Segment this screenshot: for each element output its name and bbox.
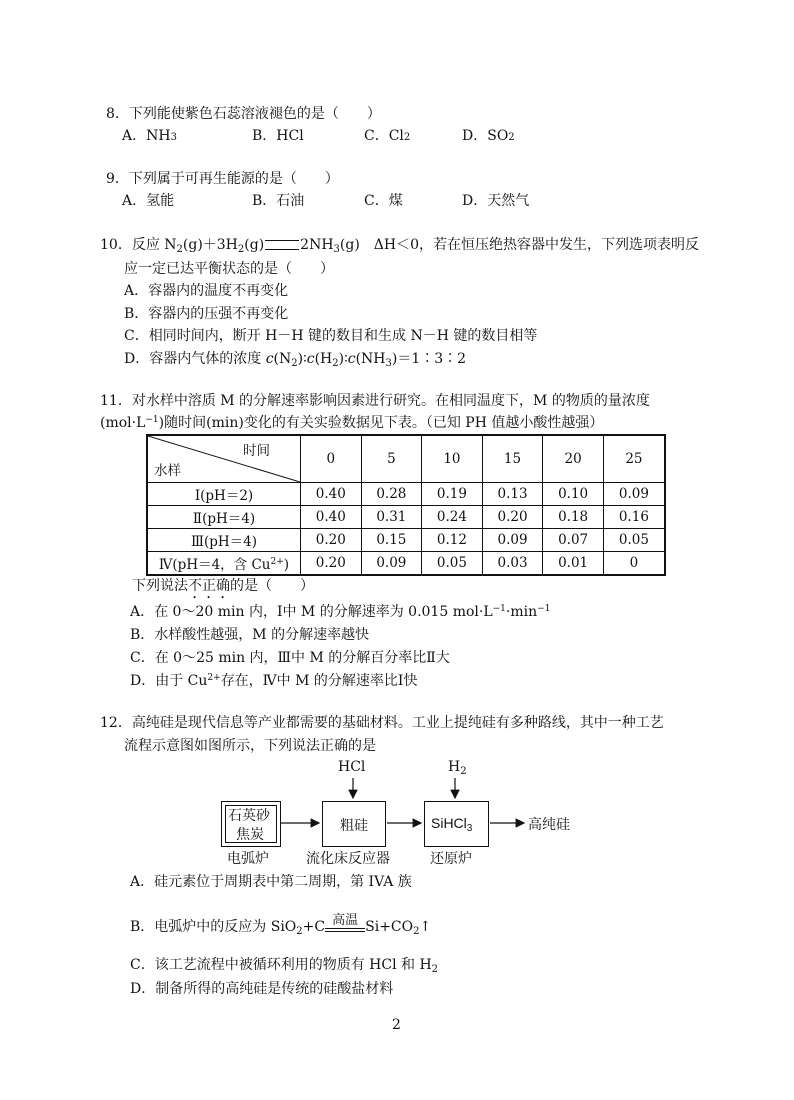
time-header: 15 (482, 435, 543, 483)
q8-option-d[interactable]: D．SO2 (462, 128, 515, 144)
table-cell: 0.13 (482, 483, 543, 506)
table-cell: 0.20 (301, 552, 362, 576)
arc-furnace-box (221, 801, 281, 847)
q11-option-a[interactable]: A．在 0～20 min 内，Ⅰ中 M 的分解速率为 0.015 $mol\cdot L^{-1}\cdot\min^{-1}$ (130, 604, 551, 620)
table-cell: 0.05 (603, 529, 665, 552)
quartz-sand-label: 石英砂 (228, 808, 270, 824)
table-cell: 0.03 (482, 552, 543, 576)
q10-option-a[interactable]: A．容器内的温度不再变化 (124, 283, 289, 299)
time-header: 0 (301, 435, 362, 483)
corner-label-time: 时间 (243, 443, 270, 459)
crude-silicon-box (322, 801, 386, 847)
page-number: 2 (392, 1017, 401, 1033)
q8-option-c[interactable]: C．Cl2 (364, 128, 411, 144)
corner-label-sample: 水样 (154, 463, 181, 479)
question-11-prompt: 下列说法不正确的是（ ） (132, 578, 314, 594)
row-label: Ⅰ(pH＝2) (147, 483, 301, 506)
q12-option-c[interactable]: C．该工艺流程中被循环利用的物质有 HCl 和 $H_2$ (130, 957, 439, 975)
question-11-stem-line2: $(mol\cdot L^{-1})$随时间(min)变化的有关实验数据见下表。（已知 PH 值越小酸性越强） (100, 415, 604, 431)
table-cell: 0.24 (422, 506, 483, 529)
reduction-furnace-box (424, 801, 489, 847)
question-8-stem: 8．下列能使紫色石蕊溶液褪色的是（ ） (106, 106, 381, 122)
crude-silicon-label: 粗硅 (340, 818, 368, 834)
table-cell: 0.01 (543, 552, 604, 576)
q9-option-b[interactable]: B．石油 (252, 193, 305, 209)
time-header: 20 (543, 435, 604, 483)
row-label: Ⅱ(pH＝4) (147, 506, 301, 529)
q10-option-d[interactable]: D．容器内气体的浓度 $c(N_2)∶c(H_2)∶c(NH_3)=1∶3∶2$ (124, 350, 467, 369)
q12-option-a[interactable]: A．硅元素位于周期表中第二周期，第 IVA 族 (130, 874, 412, 890)
q9-option-c[interactable]: C．煤 (364, 193, 403, 209)
q8-option-a[interactable]: A．NH3 (122, 128, 177, 144)
coke-label: 焦炭 (236, 827, 264, 843)
q9-option-d[interactable]: D．天然气 (462, 193, 530, 209)
q11-option-d[interactable]: D．由于 $Cu^{2+}$存在，Ⅳ中 M 的分解速率比Ⅰ快 (130, 673, 418, 689)
question-12-stem: 12．高纯硅是现代信息等产业都需要的基础材料。工业上提纯硅有多种路线，其中一种工艺 (100, 715, 664, 731)
reaction-condition: 高温 (325, 912, 365, 942)
table-cell: 0.20 (482, 506, 543, 529)
table-cell: 0.18 (543, 506, 604, 529)
h2-input-label: $H_2$ (448, 759, 467, 777)
table-cell: 0.10 (543, 483, 604, 506)
table-cell: 0.09 (361, 552, 422, 576)
table-cell: 0.16 (603, 506, 665, 529)
table-cell: 0.40 (301, 483, 362, 506)
time-header: 25 (603, 435, 665, 483)
q12-option-b[interactable]: B．电弧炉中的反应为 SiO$_2$+C 高温 $Si+CO_2↑$ (130, 912, 431, 942)
table-cell: 0.20 (301, 529, 362, 552)
table-cell: 0 (603, 552, 665, 576)
table-cell: 0.09 (603, 483, 665, 506)
q11-option-c[interactable]: C．在 0～25 min 内，Ⅲ中 M 的分解百分率比Ⅱ大 (130, 650, 450, 666)
q11-option-b[interactable]: B．水样酸性越强，M 的分解速率越快 (130, 627, 370, 643)
q12-option-d[interactable]: D．制备所得的高纯硅是传统的硅酸盐材料 (130, 981, 394, 997)
q9-option-a[interactable]: A．氢能 (122, 193, 175, 209)
fluidized-bed-caption: 流化床反应器 (306, 851, 390, 867)
q10-option-c[interactable]: C．相同时间内，断开 H－H 键的数目和生成 N－H 键的数目相等 (124, 328, 538, 344)
reduction-furnace-caption: 还原炉 (430, 851, 472, 867)
table-cell: 0.15 (361, 529, 422, 552)
emphasis-dots: 不正确 (188, 578, 230, 594)
table-cell: 0.12 (422, 529, 483, 552)
q10-option-b[interactable]: B．容器内的压强不再变化 (124, 305, 289, 322)
row-label: Ⅳ(pH＝4，含 $Cu^{2+}$) (147, 552, 301, 576)
q8-option-b[interactable]: B．HCl (252, 128, 304, 144)
question-12-stem-line2: 流程示意图如图所示，下列说法正确的是 (124, 738, 376, 754)
question-11-stem: 11．对水样中溶质 M 的分解速率影响因素进行研究。在相同温度下，M 的物质的量浓度 (100, 393, 650, 409)
table-cell: 0.07 (543, 529, 604, 552)
table-cell: 0.19 (422, 483, 483, 506)
time-header: 10 (422, 435, 483, 483)
question-10-stem-line2: 应一定已达平衡状态的是（ ） (124, 261, 334, 277)
table-cell: 0.31 (361, 506, 422, 529)
question-9-stem: 9．下列属于可再生能源的是（ ） (106, 171, 339, 187)
sihcl3-label: SiHCl$_3$ (431, 815, 473, 834)
arc-furnace-caption: 电弧炉 (227, 851, 269, 867)
high-purity-silicon-label: 高纯硅 (528, 817, 570, 833)
question-10-stem: 10．反应 $N_2(g)+3H_2(g)$ $2NH_3(g)$ ΔH＜0，若在恒压绝热容器中发生，下列选项表明反 (100, 237, 700, 255)
table-cell: 0.40 (301, 506, 362, 529)
row-label: Ⅲ(pH＝4) (147, 529, 301, 552)
table-cell: 0.05 (422, 552, 483, 576)
table-cell: 0.28 (361, 483, 422, 506)
table-cell: 0.09 (482, 529, 543, 552)
time-header: 5 (361, 435, 422, 483)
hcl-input-label: HCl (338, 759, 366, 775)
